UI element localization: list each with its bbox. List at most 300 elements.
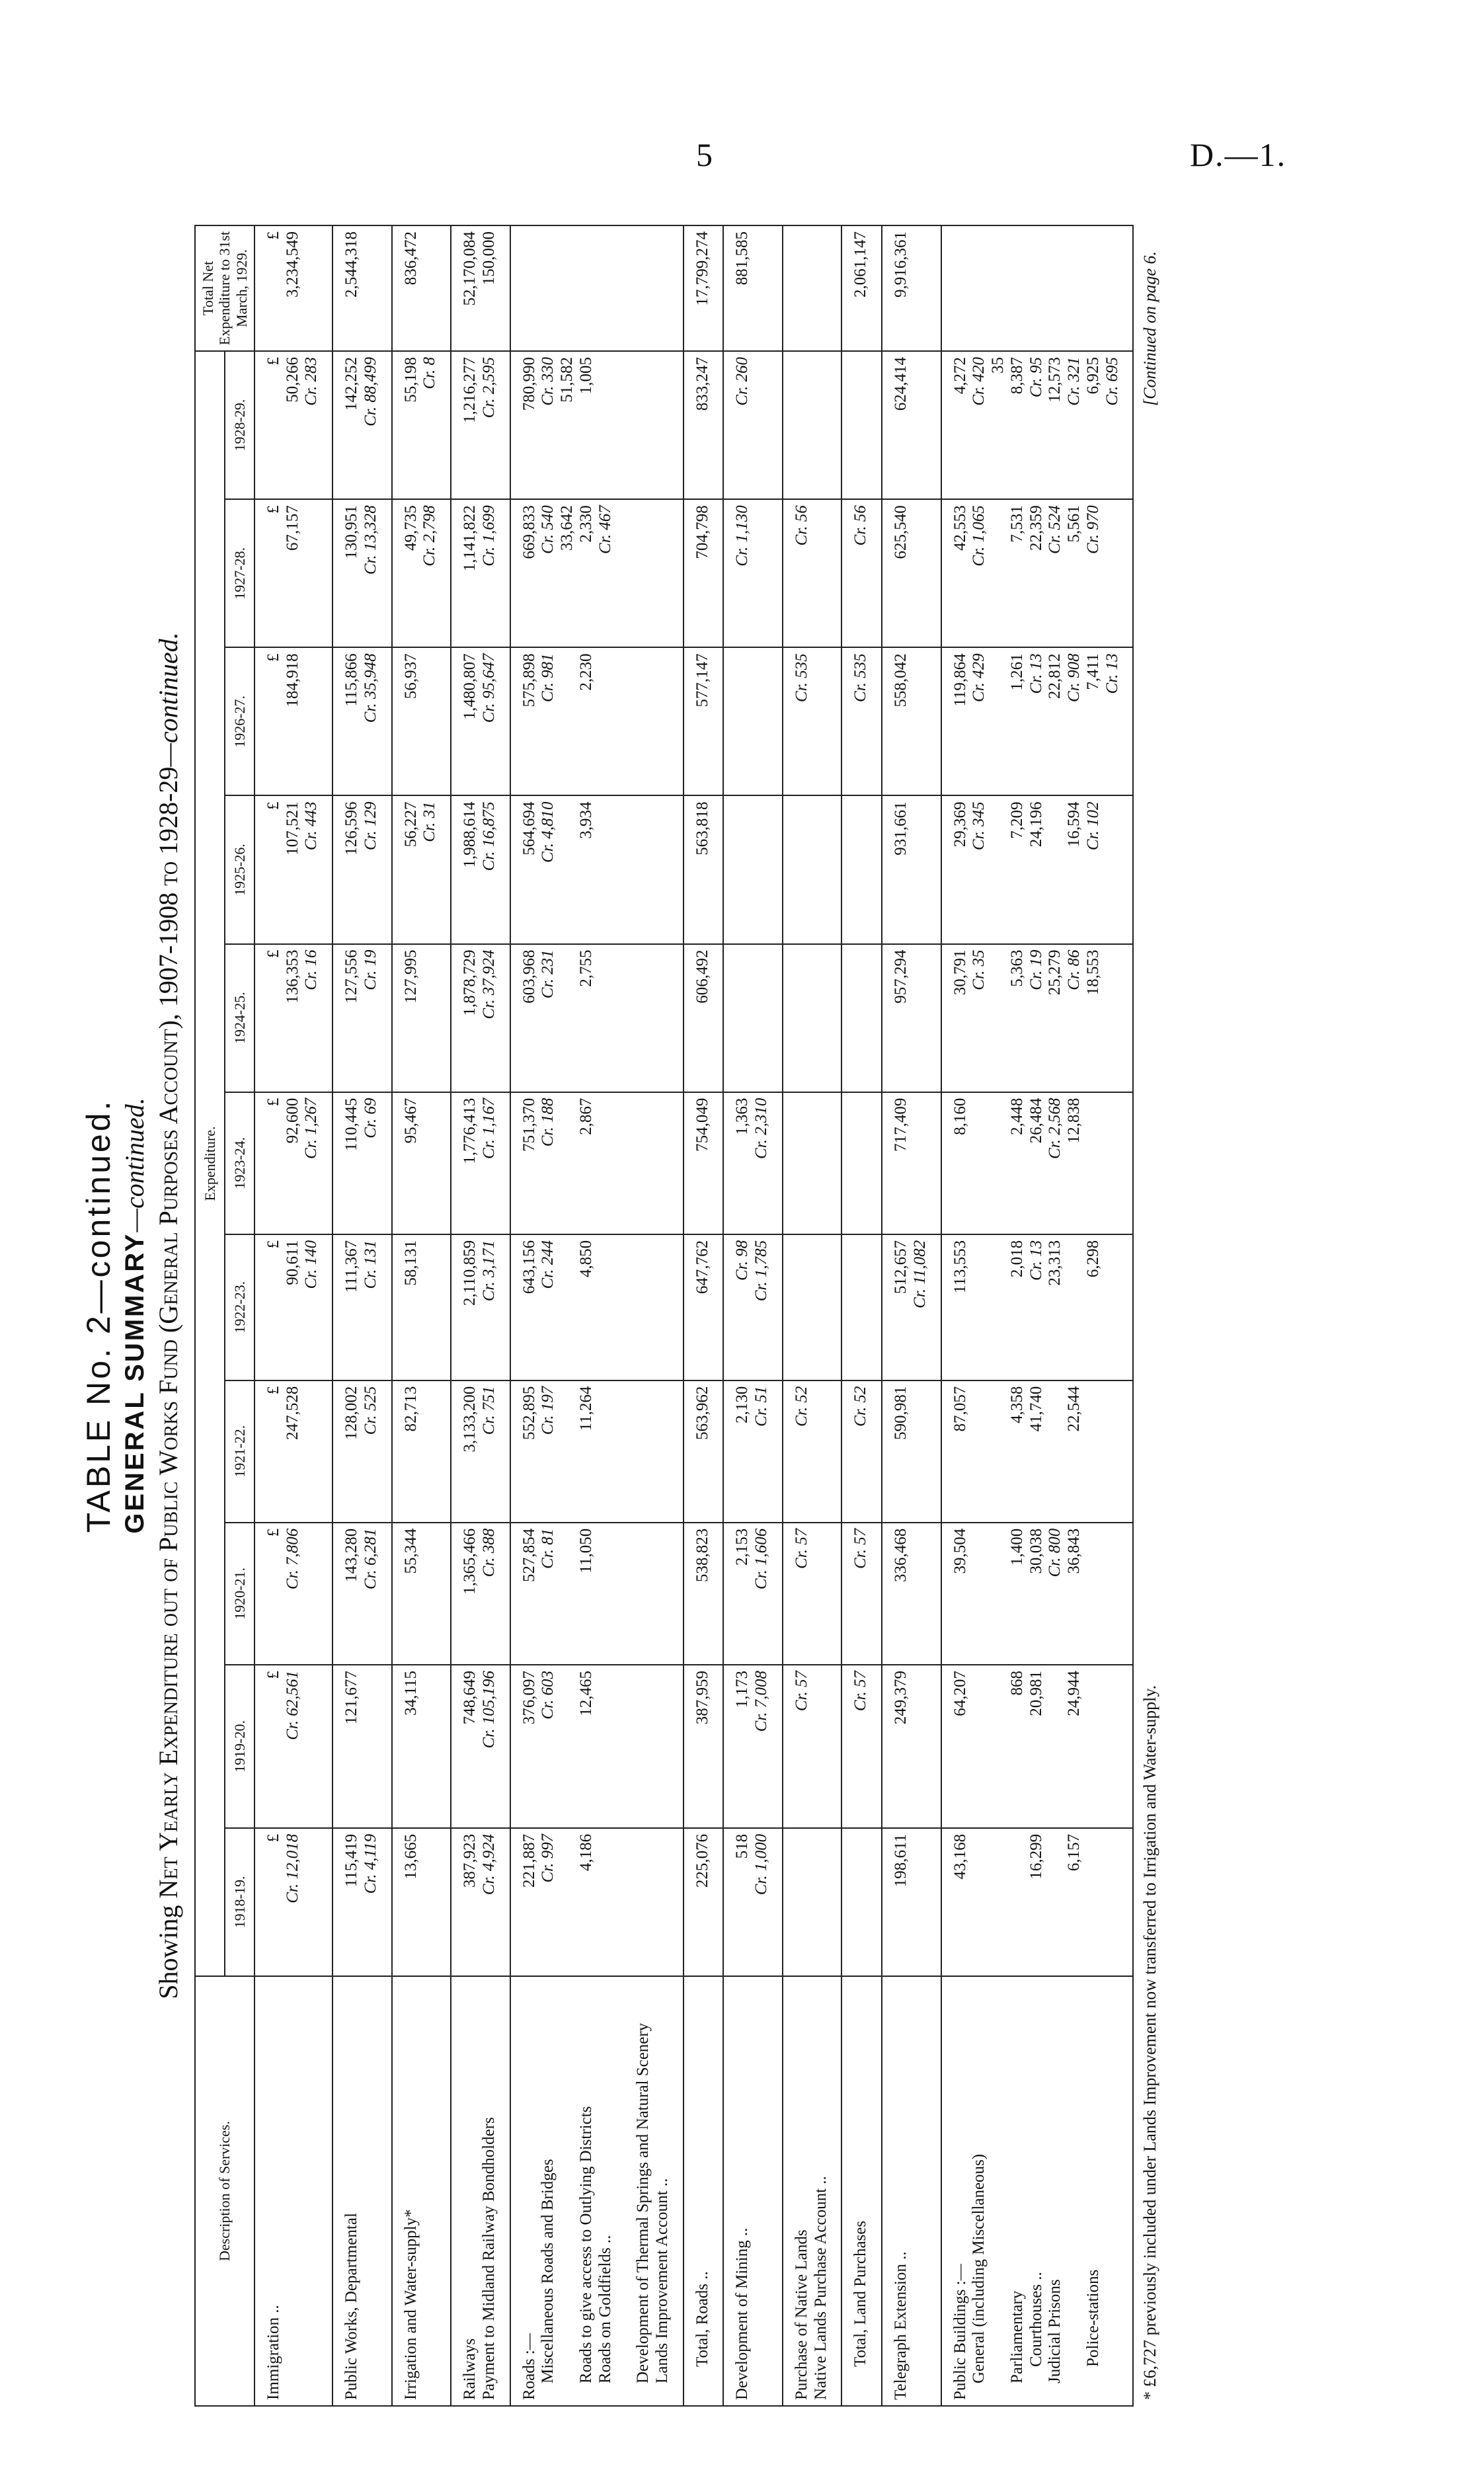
cell-line: Miscellaneous Roads and Bridges	[539, 2159, 557, 2400]
row-description	[683, 1976, 724, 2406]
cell-line: 751,370	[520, 1098, 538, 1152]
cell-line: 387,959	[693, 1670, 711, 1725]
year-value-cell	[392, 1092, 451, 1234]
year-value-cell	[510, 1234, 683, 1380]
cell-line: 121,677	[342, 1670, 361, 1725]
cell-line: £	[264, 505, 282, 514]
cell-line: Cr. 16	[302, 949, 321, 990]
cell-line: Total, Land Purchases	[851, 2220, 870, 2400]
year-value-cell	[683, 499, 724, 647]
cell-line: 110,445	[342, 1098, 361, 1151]
cell-line: Cr. 467	[596, 505, 614, 554]
cell-line: 1,365,466	[461, 1528, 479, 1595]
cell-line	[1046, 1386, 1065, 1517]
cell-line: Native Lands Purchase Account ..	[811, 2176, 830, 2400]
cell-line: 1,216,277	[461, 357, 479, 423]
cell-line: 4,850	[576, 1240, 595, 1278]
year-value-cell	[392, 1380, 451, 1523]
cell-line: General (including Miscellaneous)	[970, 2153, 988, 2400]
cell-line: Cr. 197	[539, 1386, 557, 1435]
cell-line: 41,740	[1027, 1386, 1045, 1432]
row-description	[392, 1976, 451, 2406]
cell-line: Cr. 13,328	[361, 505, 379, 575]
cell-line: Cr. 4,924	[479, 1833, 498, 1896]
cell-line: £	[264, 1098, 282, 1107]
year-value-cell	[723, 1523, 783, 1665]
year-value-cell	[841, 1665, 882, 1828]
cell-line: 2,153	[733, 1528, 752, 1566]
cell-line: 6,925	[1083, 357, 1102, 395]
year-value-cell	[332, 1828, 392, 1976]
year-value-cell	[841, 499, 882, 647]
cell-line: 6,298	[1083, 1240, 1102, 1278]
year-value-cell	[451, 795, 510, 943]
cell-line: 90,611	[283, 1240, 301, 1285]
cell-line: 2,867	[576, 1098, 595, 1135]
cell-line: 198,611	[892, 1833, 910, 1888]
cell-line: Roads on Goldfields ..	[596, 2235, 614, 2400]
cell-line: Cr. 1,699	[479, 505, 498, 567]
year-value-cell	[392, 1523, 451, 1665]
cell-line: Cr. 1,167	[479, 1098, 498, 1160]
cell-line: 126,596	[342, 801, 361, 856]
cell-line: Cr. 4,119	[361, 1833, 379, 1894]
cell-line: 7,209	[1007, 801, 1026, 839]
year-value-cell	[723, 795, 783, 943]
page-number: 5	[696, 136, 713, 173]
cell-line: Cr. 19	[361, 949, 379, 990]
cell-line: Payment to Midland Railway Bondholders	[479, 2117, 498, 2400]
cell-line: 8,387	[1007, 357, 1026, 395]
year-value-cell	[882, 1380, 941, 1523]
cell-line: 7,411	[1083, 653, 1102, 690]
year-value-cell	[783, 351, 842, 499]
total-value-cell	[723, 225, 783, 351]
year-value-cell	[841, 1828, 882, 1976]
cell-line: 6,157	[1065, 1833, 1083, 1872]
table-footer	[1140, 225, 1167, 2407]
cell-line: 9,916,361	[892, 231, 910, 298]
cell-line: Cr. 981	[539, 653, 557, 702]
cell-line: £	[264, 1240, 282, 1249]
table-row	[332, 225, 392, 2406]
cell-line: 95,467	[401, 1098, 420, 1144]
year-value-cell	[941, 795, 1134, 943]
year-value-cell	[683, 351, 724, 499]
year-value-cell	[510, 499, 683, 647]
row-description	[841, 1976, 882, 2406]
row-description	[254, 1976, 332, 2406]
cell-line: 87,057	[951, 1386, 969, 1432]
cell-line: Development of Mining ..	[733, 2227, 752, 2400]
cell-line: £	[264, 653, 282, 662]
rotated-table-page	[79, 225, 1375, 2407]
year-value-cell	[941, 647, 1134, 795]
cell-line: Cr. 6,281	[361, 1528, 379, 1590]
cell-line: Cr. 95,647	[479, 653, 498, 723]
cell-line: £	[264, 231, 282, 240]
cell-line: 957,294	[892, 949, 910, 1004]
cell-line: 221,887	[520, 1833, 538, 1888]
subtitle-continued: —continued.	[120, 1098, 149, 1232]
cell-line: Cr. 800	[1046, 1528, 1064, 1577]
cell-line: 717,409	[892, 1098, 910, 1152]
cell-line: 931,661	[892, 801, 910, 856]
cell-line: £	[264, 1528, 282, 1537]
cell-line: Public Works, Departmental	[342, 2213, 361, 2400]
cell-line: Cr. 2,798	[420, 505, 439, 567]
year-value-cell	[451, 1665, 510, 1828]
cell-line: 30,791	[951, 949, 969, 996]
cell-line	[558, 1529, 577, 1659]
cell-line: Cr. 1,000	[752, 1833, 771, 1896]
cell-line: 868	[1007, 1670, 1026, 1696]
cell-line: Cr. 131	[361, 1240, 379, 1289]
cell-line: 51,582	[558, 357, 576, 403]
year-value-cell	[254, 647, 332, 795]
table-row	[841, 225, 882, 2406]
cell-line: Cr. 231	[539, 949, 557, 999]
year-value-cell	[332, 795, 392, 943]
cell-line: Cr. 11,082	[910, 1240, 929, 1308]
cell-line: Cr. 443	[302, 801, 321, 851]
cell-line: 64,207	[951, 1670, 969, 1716]
cell-line	[989, 505, 1008, 641]
cell-line: Cr. 88,499	[361, 357, 379, 426]
cell-line: £	[264, 949, 282, 959]
cell-line: 3,934	[576, 801, 595, 839]
cell-line: Cr. 13	[1027, 1240, 1045, 1281]
cell-line	[558, 1240, 577, 1375]
year-value-cell	[941, 1234, 1134, 1380]
year-value-cell	[683, 795, 724, 943]
cell-line	[989, 1386, 1008, 1517]
cell-line: 833,247	[693, 357, 711, 411]
year-value-cell	[392, 944, 451, 1092]
cell-line: Immigration ..	[264, 2305, 282, 2400]
cell-line: Cr. 4,810	[539, 801, 557, 863]
year-value-cell	[332, 351, 392, 499]
cell-line: 25,279	[1046, 949, 1064, 996]
cell-line: 22,359	[1027, 505, 1045, 551]
year-value-cell	[941, 499, 1134, 647]
year-header: 1924-25.	[225, 944, 254, 1092]
cell-line: 512,657	[892, 1240, 910, 1295]
year-value-cell	[941, 1092, 1134, 1234]
year-value-cell	[392, 499, 451, 647]
year-header: 1928-29.	[225, 351, 254, 499]
footnote: * £6,727 previously included under Lands Improvement now transferred to Irrigation and Water-supply.	[1140, 1685, 1160, 2400]
year-value-cell	[783, 1523, 842, 1665]
cell-line: 5,561	[1065, 505, 1083, 543]
caption-middle: Net Yearly Expenditure out of Public Works Fund (General Purposes Account), 1907-1908 to 1928-29	[153, 766, 183, 1899]
total-value-cell	[841, 225, 882, 351]
cell-line: 29,369	[951, 801, 969, 848]
cell-line: Cr. 52	[851, 1386, 870, 1427]
total-value-cell	[451, 225, 510, 351]
cell-line	[793, 357, 812, 493]
cell-line: 33,642	[558, 505, 576, 551]
year-value-cell	[451, 1828, 510, 1976]
cell-line: Cr. 105,196	[479, 1670, 498, 1749]
cell-line: 376,097	[520, 1670, 538, 1725]
cell-line: Cr. 56	[792, 505, 810, 546]
year-value-cell	[332, 1092, 392, 1234]
cell-line: 11,050	[576, 1528, 595, 1574]
table-subtitle	[119, 225, 150, 2407]
cell-line: Cr. 51	[752, 1386, 771, 1427]
row-description	[451, 1976, 510, 2406]
year-value-cell	[882, 1234, 941, 1380]
cell-line: Cr. 1,130	[733, 505, 752, 567]
cell-line: 603,968	[520, 949, 538, 1004]
year-value-cell	[783, 647, 842, 795]
year-value-cell	[254, 1092, 332, 1234]
cell-line: 16,594	[1065, 801, 1083, 848]
table-caption	[153, 225, 184, 2407]
row-description	[332, 1976, 392, 2406]
cell-line	[1046, 801, 1065, 938]
year-value-cell	[882, 647, 941, 795]
cell-line	[951, 231, 970, 345]
year-value-cell	[783, 944, 842, 1092]
year-value-cell	[783, 1092, 842, 1234]
cell-line: 115,866	[342, 653, 361, 707]
year-value-cell	[332, 647, 392, 795]
cell-line: 184,918	[283, 653, 301, 707]
table-row	[392, 225, 451, 2406]
cell-line: 575,898	[520, 653, 538, 707]
cell-line	[615, 1982, 634, 2400]
cell-line	[1046, 1834, 1065, 1970]
year-value-cell	[723, 351, 783, 499]
year-header: 1927-28.	[225, 499, 254, 647]
cell-line: Cr. 13	[1027, 653, 1045, 694]
cell-line	[970, 1098, 989, 1228]
year-header: 1925-26.	[225, 795, 254, 943]
year-value-cell	[451, 1523, 510, 1665]
cell-line	[970, 1386, 989, 1517]
cell-line: Cr. 81	[539, 1528, 557, 1569]
cell-line: 12,573	[1046, 357, 1064, 403]
cell-line: Cr. 35,948	[361, 653, 379, 723]
year-value-cell	[332, 499, 392, 647]
year-value-cell	[723, 1380, 783, 1523]
cell-line: Cr. 62,561	[283, 1670, 301, 1740]
year-value-cell	[510, 1092, 683, 1234]
cell-line: Cr. 57	[851, 1670, 870, 1712]
cell-line	[793, 801, 812, 938]
document-reference: D.—1.	[1190, 136, 1287, 173]
year-value-cell	[841, 1523, 882, 1665]
year-value-cell	[683, 1523, 724, 1665]
cell-line: 563,818	[693, 801, 711, 856]
year-value-cell	[783, 795, 842, 943]
cell-line: 119,864	[951, 653, 969, 707]
cell-line: 55,344	[401, 1528, 420, 1574]
cell-line: 13,665	[401, 1833, 420, 1880]
table-row	[941, 225, 1134, 2406]
cell-line: 225,076	[693, 1833, 711, 1888]
cell-line: Cr. 2,568	[1046, 1098, 1064, 1160]
cell-line	[851, 1834, 871, 1970]
cell-line: 563,962	[693, 1386, 711, 1440]
cell-line: 7,531	[1007, 505, 1026, 543]
total-value-cell	[941, 225, 1134, 351]
year-value-cell	[451, 1092, 510, 1234]
cell-line	[989, 653, 1008, 789]
cell-line: 11,264	[576, 1386, 595, 1431]
year-value-cell	[392, 1665, 451, 1828]
cell-line: 56,227	[401, 801, 420, 848]
expenditure-table	[194, 225, 1134, 2407]
cell-line: 780,990	[520, 357, 538, 411]
year-value-cell	[510, 1665, 683, 1828]
total-value-cell	[882, 225, 941, 351]
cell-line: 58,131	[401, 1240, 420, 1286]
cell-line: 130,951	[342, 505, 361, 559]
cell-line	[970, 1529, 989, 1659]
year-value-cell	[510, 795, 683, 943]
cell-line	[989, 1982, 1008, 2400]
cell-line: 518	[733, 1833, 752, 1859]
cell-line	[793, 231, 812, 345]
cell-line: 52,170,084	[461, 231, 479, 306]
year-value-cell	[941, 1523, 1134, 1665]
cell-line: Cr. 420	[970, 357, 988, 406]
year-value-cell	[254, 1665, 332, 1828]
year-value-cell	[723, 1665, 783, 1828]
year-value-cell	[841, 351, 882, 499]
cell-line: 150,000	[479, 231, 498, 286]
year-value-cell	[451, 499, 510, 647]
cell-line: 247,528	[283, 1386, 301, 1440]
cell-line	[558, 801, 577, 938]
cell-line: Railways	[461, 2338, 479, 2400]
cell-line: Cr. 57	[792, 1670, 810, 1712]
cell-line: 39,504	[951, 1528, 969, 1574]
cell-line	[851, 1098, 871, 1228]
year-value-cell	[882, 499, 941, 647]
cell-line: Cr. 35	[970, 949, 988, 990]
cell-line: 34,115	[401, 1670, 420, 1716]
cell-line	[851, 357, 871, 493]
cell-line: 50,266	[283, 357, 301, 403]
cell-line: 2,755	[576, 949, 595, 987]
year-value-cell	[510, 1523, 683, 1665]
year-value-cell	[683, 647, 724, 795]
cell-line	[1065, 1240, 1084, 1375]
year-value-cell	[451, 1234, 510, 1380]
year-value-cell	[841, 795, 882, 943]
cell-line: 1,261	[1007, 653, 1026, 691]
cell-line: 558,042	[892, 653, 910, 707]
total-value-cell	[254, 225, 332, 351]
row-description	[510, 1976, 683, 2406]
total-header: Total Net Expenditure to 31st March, 1929.	[195, 225, 254, 351]
year-value-cell	[451, 351, 510, 499]
cell-line	[558, 1386, 577, 1517]
year-value-cell	[941, 1665, 1134, 1828]
cell-line: 552,895	[520, 1386, 538, 1440]
cell-line: 26,484	[1027, 1098, 1045, 1144]
cell-line: 249,379	[892, 1670, 910, 1725]
year-value-cell	[841, 944, 882, 1092]
cell-line: 12,465	[576, 1670, 595, 1716]
cell-line: 527,854	[520, 1528, 538, 1583]
year-value-cell	[882, 1092, 941, 1234]
table-row	[254, 225, 332, 2406]
year-value-cell	[841, 1234, 882, 1380]
cell-line: Cr. 19	[1027, 949, 1045, 990]
continued-note: [Continued on page 6.	[1140, 251, 1160, 406]
year-value-cell	[841, 1380, 882, 1523]
cell-line: 22,544	[1065, 1386, 1083, 1432]
year-value-cell	[783, 1828, 842, 1976]
cell-line: 12,838	[1065, 1098, 1083, 1144]
year-header: 1926-27.	[225, 647, 254, 795]
cell-line: 2,230	[576, 653, 595, 691]
year-value-cell	[683, 1234, 724, 1380]
header-row-1	[195, 225, 225, 2406]
cell-line	[851, 801, 871, 938]
cell-line: 1,005	[576, 357, 595, 395]
year-header: 1918-19.	[225, 1828, 254, 1976]
cell-line: Cr. 908	[1065, 653, 1083, 702]
total-value-cell	[510, 225, 683, 351]
cell-line	[793, 1098, 812, 1228]
row-description	[941, 1976, 1134, 2406]
year-value-cell	[510, 1380, 683, 1523]
cell-line: Cr. 140	[302, 1240, 321, 1289]
year-value-cell	[882, 351, 941, 499]
cell-line: 22,812	[1046, 653, 1064, 699]
year-value-cell	[723, 499, 783, 647]
year-value-cell	[723, 944, 783, 1092]
cell-line: Cr. 8	[420, 357, 439, 389]
cell-line: 136,353	[283, 949, 301, 1004]
cell-line: 143,280	[342, 1528, 361, 1583]
year-value-cell	[510, 647, 683, 795]
year-header: 1923-24.	[225, 1092, 254, 1234]
year-value-cell	[254, 795, 332, 943]
year-value-cell	[683, 1092, 724, 1234]
cell-line: Parliamentary	[1007, 2290, 1026, 2400]
cell-line: 42,553	[951, 505, 969, 551]
cell-line: 4,358	[1007, 1386, 1026, 1423]
table-body	[254, 225, 1134, 2406]
cell-line: 1,173	[733, 1670, 752, 1708]
year-value-cell	[683, 1828, 724, 1976]
cell-line: Cr. 535	[851, 653, 870, 702]
year-value-cell	[392, 1828, 451, 1976]
cell-line: Telegraph Extension ..	[892, 2251, 910, 2400]
year-value-cell	[941, 944, 1134, 1092]
cell-line: 127,556	[342, 949, 361, 1004]
cell-line: 748,649	[461, 1670, 479, 1725]
cell-line: 56,937	[401, 653, 420, 699]
cell-line: Cr. 1,785	[752, 1240, 771, 1302]
year-value-cell	[392, 351, 451, 499]
cell-line	[989, 801, 1008, 938]
cell-line: Roads to give access to Outlying Districts	[576, 2106, 595, 2400]
cell-line	[1046, 1671, 1065, 1822]
cell-line: Cr. 1,606	[752, 1528, 771, 1590]
cell-line	[851, 950, 871, 1086]
cell-line: Cr. 524	[1046, 505, 1064, 554]
cell-line: Cr. 3,171	[479, 1240, 498, 1302]
cell-line: Cr. 1,267	[302, 1098, 321, 1160]
